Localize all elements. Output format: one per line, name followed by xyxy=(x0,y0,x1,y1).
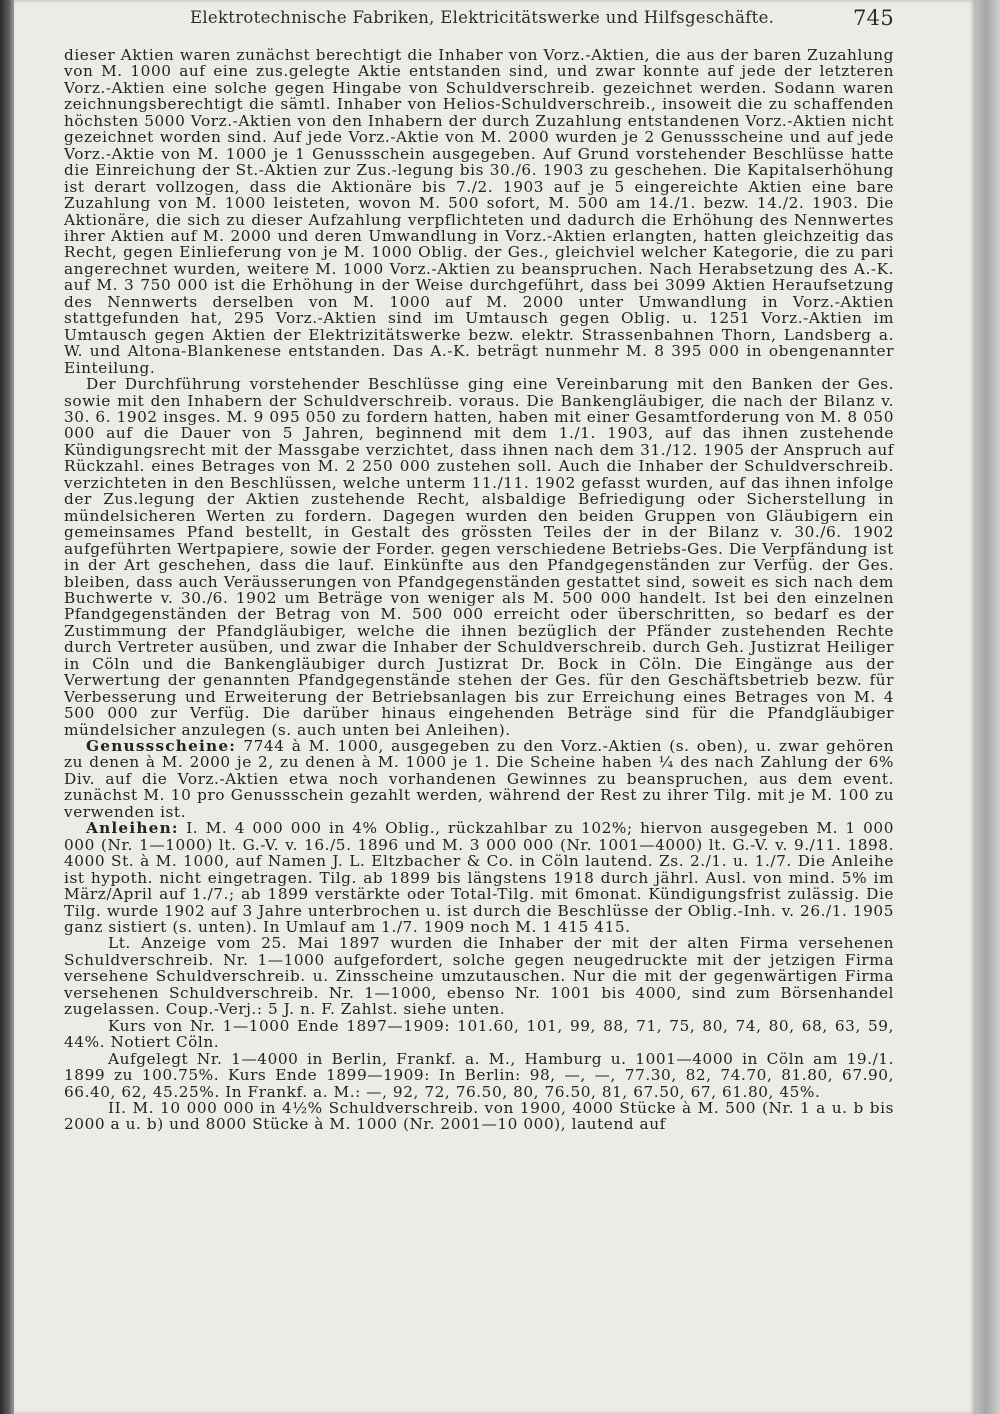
document-page xyxy=(14,0,976,1414)
paragraph-text: II. M. 10 000 000 in 4½% Schuldverschreib. von 1900, 4000 Stücke à M. 500 (Nr. 1 a u. b bis 2000 a u. b) und 8000 Stücke à M. 1000 (Nr. 2001—10 000), lautend auf xyxy=(64,1099,894,1134)
paragraph-text: I. M. 4 000 000 in 4% Oblig., rückzahlbar zu 102%; hiervon ausgegeben M. 1 000 000 (Nr. 1—1000) lt. G.-V. v. 16./5. 1896 und M. 3 000 000 (Nr. 1001—4000) lt. G.-V. v. 9./11. 1898. 4000 St. à M. 1000, auf Namen J. L. Eltzbacher & Co. in Cöln lautend. Zs. 2./1. u. 1./7. Die Anleihe ist hypoth. nicht eingetragen. Tilg. ab 1899 bis längstens 1918 durch jährl. Ausl. von mind. 5% im März/April auf 1./7.; ab 1899 verstärkte oder Total-Tilg. mit 6monat. Kündigungsfrist zulässig. Die Tilg. wurde 1902 auf 3 Jahre unterbrochen u. ist durch die Beschlüsse der Oblig.-Inh. v. 26./1. 1905 ganz sistiert (s. unten). In Umlauf am 1./7. 1909 noch M. 1 415 415. xyxy=(64,819,894,937)
paragraph-genussscheine xyxy=(64,738,894,820)
section-label: Genussscheine: xyxy=(86,737,237,756)
page-edge xyxy=(976,0,1000,1414)
header-title: Elektrotechnische Fabriken, Elektricitätswerke und Hilfsgeschäfte. xyxy=(190,8,775,27)
paragraph-kurs xyxy=(64,1018,894,1051)
paragraph-text: Kurs von Nr. 1—1000 Ende 1897—1909: 101.60, 101, 99, 88, 71, 75, 80, 74, 80, 68, 63, 59, 44%. Notiert Cöln. xyxy=(64,1016,894,1052)
paragraph-aufgelegt xyxy=(64,1051,894,1100)
paragraph-text: Lt. Anzeige vom 25. Mai 1897 wurden die Inhaber der mit der alten Firma versehenen Schuldverschreib. Nr. 1—1000 aufgefordert, solche gegen neugedruckte mit der jetzigen Firma versehene Schuldverschreib. u. Zinsscheine umzutauschen. Nur die mit der gegenwärtigen Firma versehenen Schuldverschreib. Nr. 1—1000, ebenso Nr. 1001 bis 4000, sind zum Börsenhandel zugelassen. Coup.-Verj.: 5 J. n. F. Zahlst. siehe unten. xyxy=(64,934,894,1019)
paragraph-text: Der Durchführung vorstehender Beschlüsse ging eine Vereinbarung mit den Banken der Ges. sowie mit den Inhabern der Schuldverschreib. voraus. Die Bankengläubiger, die nach der Bilanz v. 30. 6. 1902 insges. M. 9 095 050 zu fordern hatten, haben mit einer Gesamtforderung von M. 8 050 000 auf die Dauer von 5 Jahren, beginnend mit dem 1./1. 1903, auf das ihnen zustehende Kündigungsrecht mit der Massgabe verzichtet, dass ihnen nach dem 31./12. 1905 der Anspruch auf Rückzahl. eines Betrages von M. 2 250 000 zustehen soll. Auch die Inhaber der Schuldverschreib. verzichteten in den Beschlüssen, welche unterm 11./11. 1902 gefasst wurden, auf das ihnen infolge der Zus.legung der Aktien zustehende Recht, alsbaldige Befriedigung oder Sicherstellung in mündelsicheren Werten zu fordern. Dagegen wurden den beiden Gruppen von Gläubigern ein gemeinsames Pfand bestellt, in Gestalt des grössten Teiles der in der Bilanz v. 30./6. 1902 aufgeführten Wertpapiere, sowie der Forder. gegen verschiedene Betriebs-Ges. Die Verpfändung ist in der Art geschehen, dass die lauf. Einkünfte aus den Pfandgegenständen zur Verfüg. der Ges. bleiben, dass auch Veräusserungen von Pfandgegenständen gestattet sind, soweit es sich nach dem Buchwerte v. 30./6. 1902 um Beträge von weniger als M. 500 000 handelt. Ist bei den einzelnen Pfandgegenständen der Betrag von M. 500 000 erreicht oder überschritten, so bedarf es der Zustimmung der Pfandgläubiger, welche die ihnen bezüglich der Pfänder zustehenden Rechte durch Vertreter ausüben, und zwar die Inhaber der Schuldverschreib. durch Geh. Justizrat Heiliger in Cöln und die Bankengläubiger durch Justizrat Dr. Bock in Cöln. Die Eingänge aus der Verwertung der genannten Pfandgegenstände stehen der Ges. für den Geschäftsbetrieb bezw. für Verbesserung und Erweiterung der Betriebsanlagen bis zur Erreichung eines Betrages von M. 4 500 000 zur Verfüg. Die darüber hinaus eingehenden Beträge sind für die Pfandgläubiger mündelsicher anzulegen (s. auch unten bei Anleihen). xyxy=(64,375,894,739)
body-text xyxy=(64,47,894,1133)
running-header xyxy=(62,8,894,32)
paragraph-anleihen xyxy=(64,820,894,935)
section-label: Anleihen: xyxy=(86,819,179,838)
book-spine-shadow xyxy=(0,0,14,1414)
paragraph-text: 7744 à M. 1000, ausgegeben zu den Vorz.-Aktien (s. oben), u. zwar gehören zu denen à M. 2000 je 2, zu denen à M. 1000 je 1. Die Scheine haben ¼ des nach Zahlung der 6% Div. auf die Vorz.-Aktien etwa noch vorhandenen Gewinnes zu beanspruchen, aus dem event. zunächst M. 10 pro Genussschein gezahlt werden, während der Rest zu ihrer Tilg. mit je M. 100 zu verwenden ist. xyxy=(64,737,894,821)
paragraph-text: dieser Aktien waren zunächst berechtigt die Inhaber von Vorz.-Aktien, die aus der baren Zuzahlung von M. 1000 auf eine zus.gelegte Aktie entstanden sind, und zwar konnte auf jede der letzteren Vorz.-Aktien eine solche gegen Hingabe von Schuldverschreib. gezeichnet werden. Sodann waren zeichnungsberechtigt die sämtl. Inhaber von Helios-Schuldverschreib., insoweit die zu schaffenden höchsten 5000 Vorz.-Aktien von den Inhabern der durch Zuzahlung entstandenen Vorz.-Aktien nicht gezeichnet worden sind. Auf jede Vorz.-Aktie von M. 2000 wurden je 2 Genussscheine und auf jede Vorz.-Aktie von M. 1000 je 1 Genussschein ausgegeben. Auf Grund vorstehender Beschlüsse hatte die Einreichung der St.-Aktien zur Zus.-legung bis 30./6. 1903 zu geschehen. Die Kapitalserhöhung ist derart vollzogen, dass die Aktionäre bis 7./2. 1903 auf je 5 eingereichte Aktien eine bare Zuzahlung von M. 1000 leisteten, wovon M. 500 sofort, M. 500 am 14./1. bezw. 14./2. 1903. Die Aktionäre, die sich zu dieser Aufzahlung verpflichteten und dadurch die Erhöhung des Nennwertes ihrer Aktien auf M. 2000 und deren Umwandlung in Vorz.-Aktien erlangten, hatten gleichzeitig das Recht, gegen Einlieferung von je M. 1000 Oblig. der Ges., gleichviel welcher Kategorie, die zu pari angerechnet wurden, weitere M. 1000 Vorz.-Aktien zu beanspruchen. Nach Herabsetzung des A.-K. auf M. 3 750 000 ist die Erhöhung in der Weise durchgeführt, dass bei 3099 Aktien Heraufsetzung des Nennwerts derselben von M. 1000 auf M. 2000 unter Umwandlung in Vorz.-Aktien stattgefunden hat, 295 Vorz.-Aktien sind im Umtausch gegen Oblig. u. 1251 Vorz.-Aktien im Umtausch gegen Aktien der Elektrizitätswerke bezw. elektr. Strassenbahnen Thorn, Landsberg a. W. und Altona-Blankenese entstanden. Das A.-K. beträgt nunmehr M. 8 395 000 in obengenannter Einteilung. xyxy=(64,46,894,377)
paragraph-anleihe-ii xyxy=(64,1100,894,1133)
page-number: 745 xyxy=(853,6,894,30)
paragraph-notice xyxy=(64,935,894,1017)
paragraph-text: Aufgelegt Nr. 1—4000 in Berlin, Frankf. a. M., Hamburg u. 1001—4000 in Cöln am 19./1. 1899 zu 100.75%. Kurs Ende 1899—1909: In Berlin: 98, —, —, 77.30, 82, 74.70, 81.80, 67.90, 66.40, 62, 45.25%. In Frankf. a. M.: —, 92, 72, 76.50, 80, 76.50, 81, 67.50, 67, 61.80, 45%. xyxy=(64,1049,894,1101)
paragraph-capital-increase xyxy=(64,47,894,376)
paragraph-bank-agreement xyxy=(64,376,894,738)
